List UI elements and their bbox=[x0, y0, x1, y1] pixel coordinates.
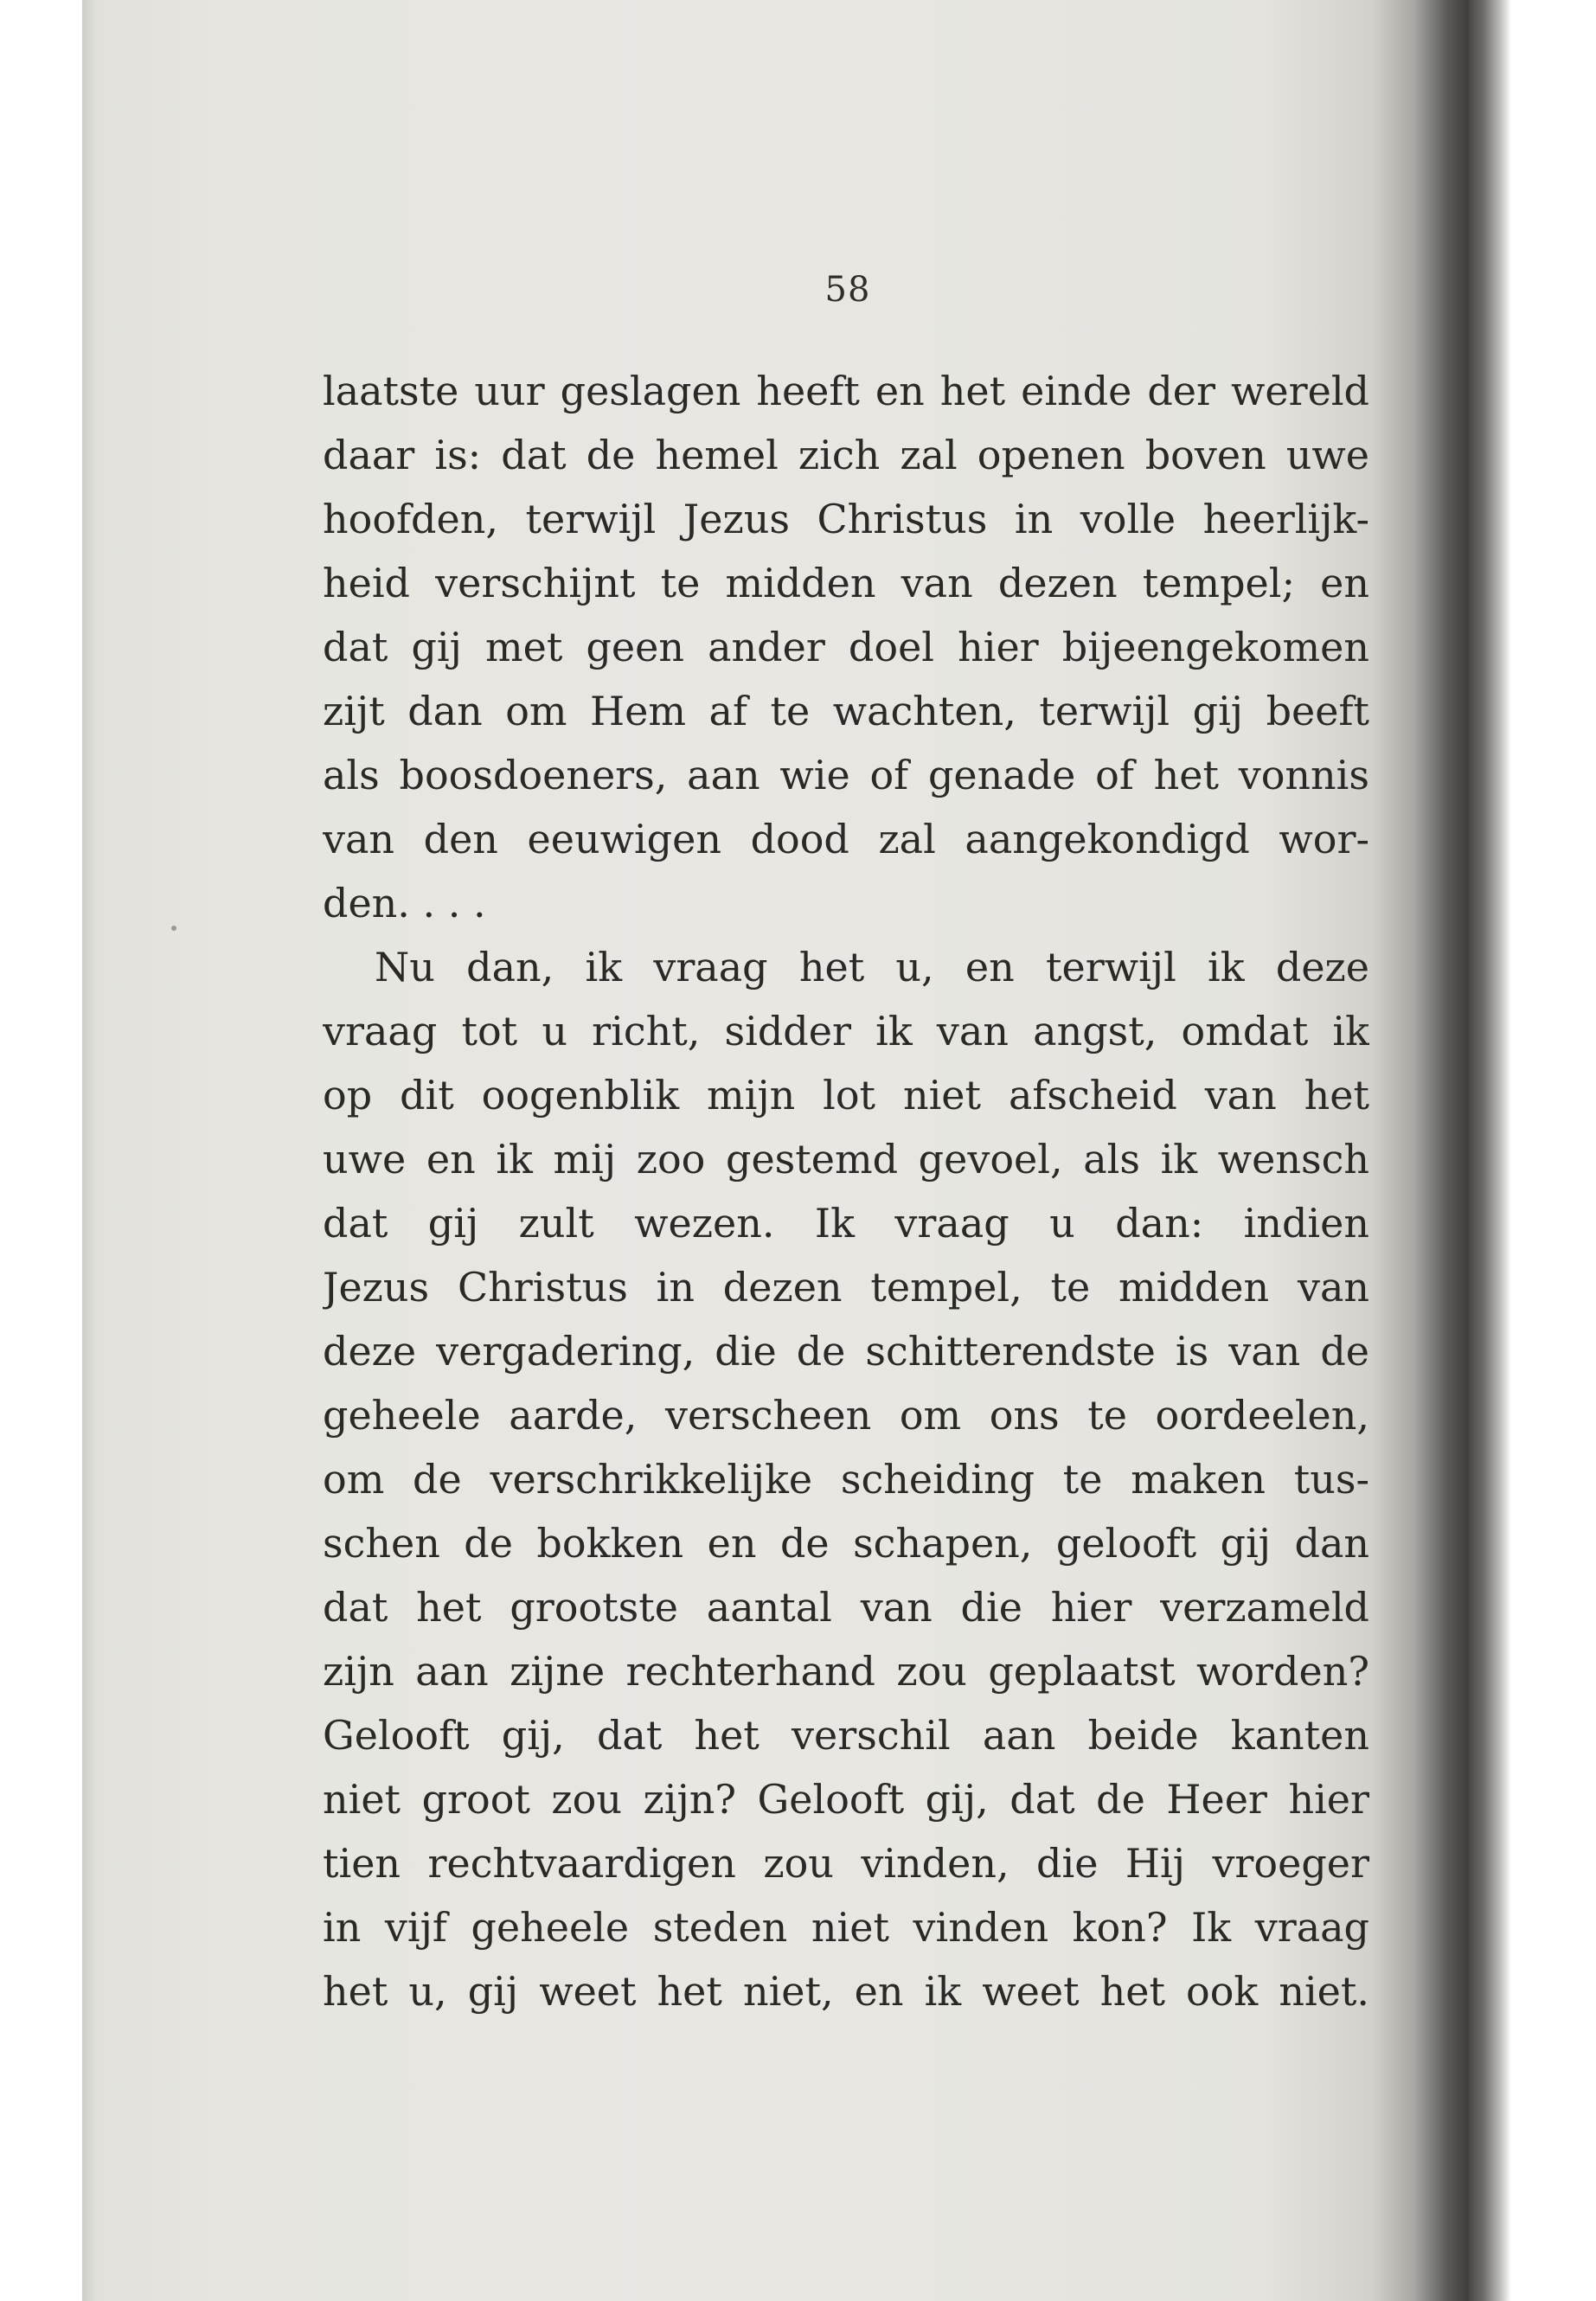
text-line: geheele aarde, verscheen om ons te oordeelen, bbox=[323, 1392, 1369, 1439]
text-line: in vijf geheele steden niet vinden kon? Ik vraag bbox=[323, 1904, 1369, 1951]
page-left-shadow bbox=[82, 0, 98, 2301]
page-gutter-shadow bbox=[1469, 0, 1510, 2301]
text-line: heid verschijnt te midden van dezen tempel; en bbox=[323, 560, 1369, 606]
text-line: Gelooft gij, dat het verschil aan beide kanten bbox=[323, 1712, 1369, 1759]
text-line: den. . . . bbox=[323, 880, 486, 926]
text-line: daar is: dat de hemel zich zal openen boven uwe bbox=[323, 432, 1369, 478]
text-line: van den eeuwigen dood zal aangekondigd wor- bbox=[323, 816, 1369, 862]
text-line: als boosdoeners, aan wie of genade of het vonnis bbox=[323, 752, 1369, 798]
paper-speck bbox=[171, 926, 176, 931]
text-line: hoofden, terwijl Jezus Christus in volle heerlijk- bbox=[323, 496, 1369, 542]
text-line: zijn aan zijne rechterhand zou geplaatst worden? bbox=[323, 1648, 1369, 1695]
text-line: uwe en ik mij zoo gestemd gevoel, als ik wensch bbox=[323, 1136, 1369, 1183]
text-line: om de verschrikkelijke scheiding te maken tus- bbox=[323, 1456, 1369, 1503]
text-line: Jezus Christus in dezen tempel, te midden van bbox=[323, 1264, 1369, 1311]
text-line: dat gij met geen ander doel hier bijeengekomen bbox=[323, 624, 1369, 670]
page-number: 58 bbox=[824, 270, 871, 310]
text-line: tien rechtvaardigen zou vinden, die Hij vroeger bbox=[323, 1840, 1369, 1887]
paragraph-first-line: Nu dan, ik vraag het u, en terwijl ik deze bbox=[375, 944, 1369, 990]
body-text bbox=[323, 359, 1369, 2023]
text-line: schen de bokken en de schapen, gelooft gij dan bbox=[323, 1520, 1369, 1567]
text-line: niet groot zou zijn? Gelooft gij, dat de Heer hier bbox=[323, 1776, 1369, 1823]
text-line: laatste uur geslagen heeft en het einde der wereld bbox=[323, 368, 1369, 414]
text-line: vraag tot u richt, sidder ik van angst, omdat ik bbox=[323, 1008, 1369, 1054]
text-line: op dit oogenblik mijn lot niet afscheid van het bbox=[323, 1072, 1369, 1118]
text-line: dat gij zult wezen. Ik vraag u dan: indien bbox=[323, 1200, 1369, 1247]
text-line: deze vergadering, die de schitterendste is van de bbox=[323, 1328, 1369, 1375]
text-line: zijt dan om Hem af te wachten, terwijl gij beeft bbox=[323, 688, 1369, 734]
text-line: dat het grootste aantal van die hier verzameld bbox=[323, 1584, 1369, 1631]
text-line: het u, gij weet het niet, en ik weet het ook niet. bbox=[323, 1968, 1369, 2015]
